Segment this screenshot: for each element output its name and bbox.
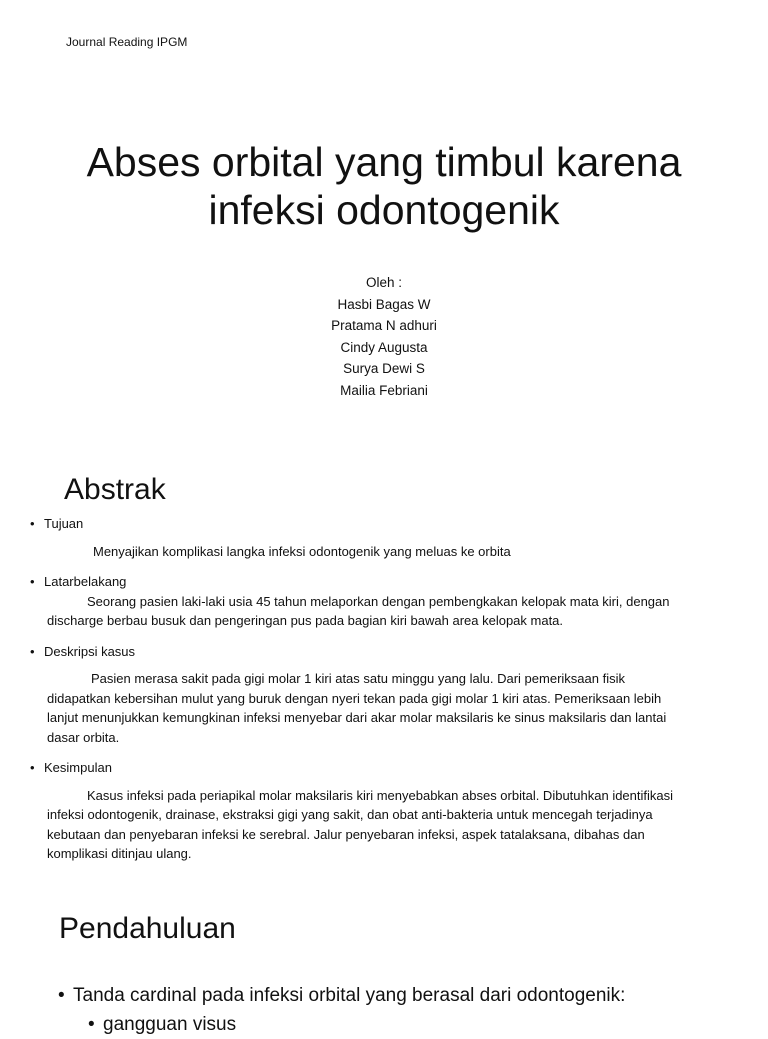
abstract-item-tujuan	[30, 514, 752, 561]
abstract-text-line: dasar orbita.	[47, 729, 120, 745]
author-name: Mailia Febriani	[340, 382, 428, 398]
title-line-2: infeksi odontogenik	[208, 187, 560, 233]
author-name: Pratama N adhuri	[331, 318, 437, 333]
by-label: Oleh :	[365, 275, 403, 290]
abstract-text-line: didapatkan kebersihan mulut yang buruk dengan nyeri tekan pada gigi molar 1 kiri atas. Pemeriksaan lebih	[47, 690, 662, 706]
bullet-icon: •	[30, 760, 35, 775]
abstract-text-line: lanjut menunjukkan kemungkinan infeksi menyebar dari akar molar maksilaris ke sinus maksilaris dan lantai	[47, 710, 667, 725]
abstract-text-line: Seorang pasien laki-laki usia 45 tahun melaporkan dengan pembengkakan kelopak mata kiri, dengan	[87, 593, 670, 609]
abstract-text-line: komplikasi ditinjau ulang.	[47, 846, 192, 861]
bullet-icon: •	[58, 985, 65, 1006]
abstract-item-label: Kesimpulan	[44, 760, 112, 775]
author-list	[184, 272, 584, 401]
introduction-body	[58, 981, 758, 1039]
abstract-text-line: Pasien merasa sakit pada gigi molar 1 kiri atas satu minggu yang lalu. Dari pemeriksaan fisik	[91, 671, 625, 686]
abstract-text-line: infeksi odontogenik, drainase, ekstraksi gigi yang sakit, dan obat anti-bakteria untuk mencegah terjadinya	[47, 807, 653, 822]
introduction-heading: Pendahuluan	[59, 912, 236, 945]
bullet-icon: •	[30, 516, 35, 531]
bullet-icon: •	[30, 643, 35, 659]
abstract-item-latarbelakang	[30, 572, 752, 631]
abstract-item-text	[47, 669, 752, 747]
abstract-item-label: Deskripsi kasus	[44, 643, 136, 659]
abstract-item-label: Tujuan	[44, 516, 84, 531]
abstract-text-line: Kasus infeksi pada periapikal molar maksilaris kiri menyebabkan abses orbital. Dibutuhkan identifikasi	[87, 787, 674, 803]
abstract-heading: Abstrak	[64, 473, 166, 506]
abstract-text-line: kebutaan dan penyebaran infeksi ke serebral. Jalur penyebaran infeksi, aspek tatalaksana, dibahas dan	[47, 826, 645, 842]
abstract-text-line: discharge berbau busuk dan pengeringan pus pada bagian kiri bawah area kelopak mata.	[47, 613, 564, 628]
abstract-item-text	[47, 592, 752, 631]
list-item	[58, 981, 758, 1010]
abstract-item-deskripsi	[30, 642, 752, 748]
author-name: Hasbi Bagas W	[337, 296, 431, 312]
page-title	[40, 138, 728, 234]
list-item	[58, 1010, 758, 1039]
introduction-sub-bullet-text: gangguan visus	[103, 1014, 237, 1035]
abstract-item-kesimpulan	[30, 758, 752, 864]
abstract-item-label: Latarbelakang	[44, 574, 127, 589]
bullet-icon: •	[88, 1014, 95, 1035]
bullet-icon: •	[30, 574, 35, 589]
abstract-text-line: Menyajikan komplikasi langka infeksi odontogenik yang meluas ke orbita	[93, 543, 511, 559]
header-label: Journal Reading IPGM	[66, 35, 188, 49]
abstract-item-text	[47, 542, 752, 562]
author-name: Surya Dewi S	[343, 361, 425, 376]
author-name: Cindy Augusta	[340, 339, 428, 355]
abstract-item-text	[47, 786, 752, 864]
title-line-1: Abses orbital yang timbul karena	[86, 139, 682, 185]
abstract-body	[30, 514, 752, 864]
introduction-bullet-text: Tanda cardinal pada infeksi orbital yang berasal dari odontogenik:	[73, 985, 626, 1006]
